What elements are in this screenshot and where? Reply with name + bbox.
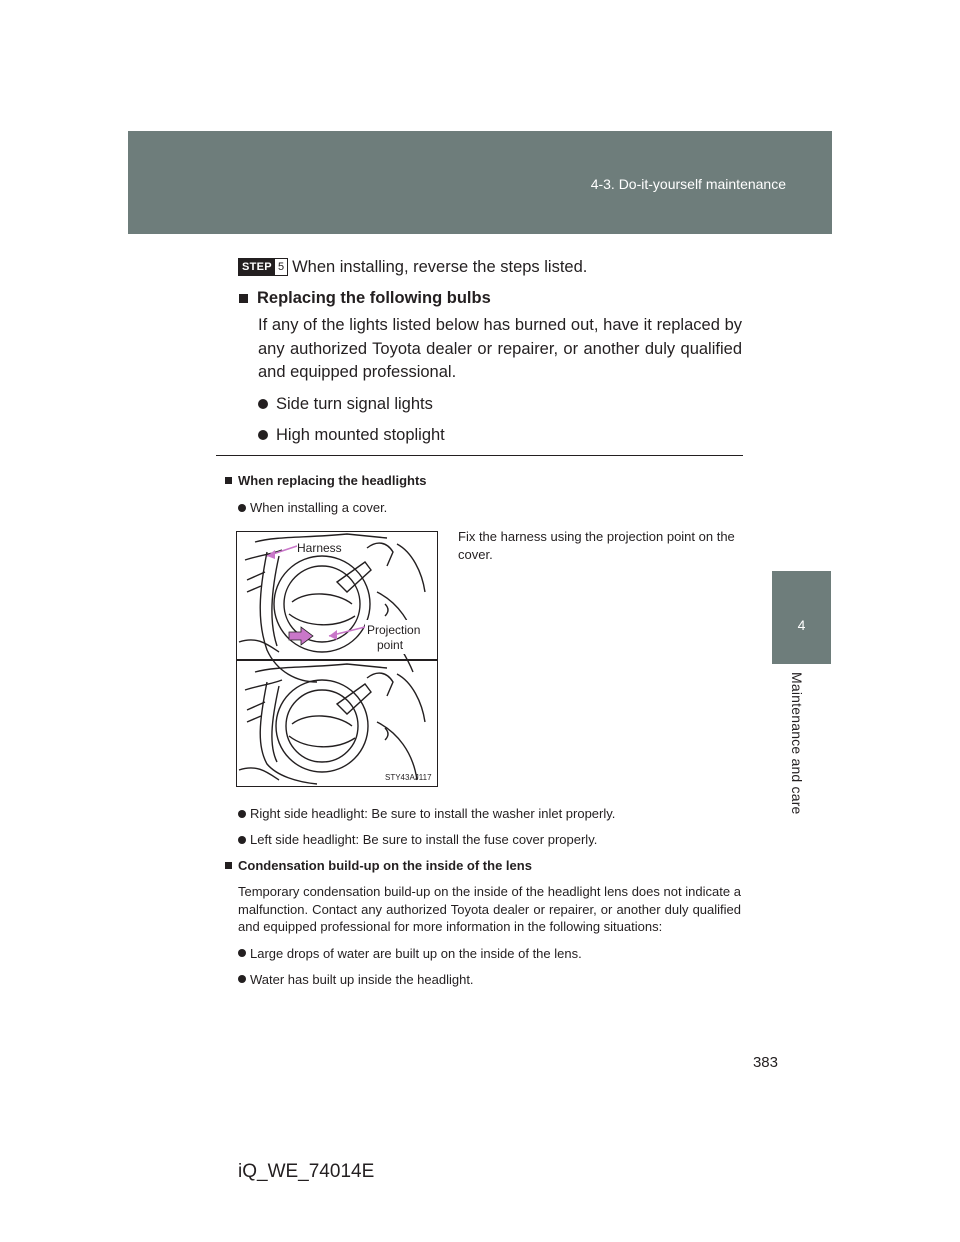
condensation-note-heading [221,857,741,874]
point-label: point [377,638,404,652]
square-bullet-icon [239,294,248,303]
list-item [258,393,742,416]
chapter-number: 4 [797,617,806,633]
projection-label: Projection [367,623,421,637]
harness-label: Harness [297,541,342,555]
list-item-text: Large drops of water are built up on the inside of the lens. [250,945,582,961]
bullet-icon [238,504,246,512]
document-code: iQ_WE_74014E [238,1161,375,1182]
list-item [238,831,741,848]
square-bullet-icon [225,862,232,869]
heading-text: Condensation build-up on the inside of the lens [238,858,532,873]
condensation-body: Temporary condensation build-up on the inside of the headlight lens does not indicate a malfunction. Contact any authorized Toyota dealer or repairer, or another duly qualified and equipped professional for more information in the following situations: [238,884,741,934]
list-item [238,805,741,822]
bullet-icon [238,810,246,818]
chapter-tab [772,571,831,664]
replacing-bulbs-body: If any of the lights listed below has burned out, have it replaced by any authorized Toyota dealer or repairer, or another duly qualified and equipped professional. [258,316,742,381]
main-content [238,256,742,447]
list-item [258,424,742,447]
list-item [238,499,741,516]
heading-text: When replacing the headlights [238,473,427,488]
headlights-note-heading [221,472,741,489]
list-item-text: Left side headlight: Be sure to install the fuse cover properly. [250,832,598,847]
square-bullet-icon [225,477,232,484]
bullet-icon [258,430,268,440]
step-number: 5 [277,261,285,273]
figure-code: STY43AJ117 [385,773,432,782]
list-item-text: When installing a cover. [250,500,388,515]
heading-text: Replacing the following bulbs [257,289,491,307]
bullet-icon [238,975,246,983]
bullet-icon [238,836,246,844]
list-item [238,945,741,962]
step-word: STEP [239,259,275,275]
bullet-icon [238,949,246,957]
step-5 [238,256,742,278]
figure-caption: Fix the harness using the projection point on the cover. [458,529,735,562]
step-text: When installing, reverse the steps listed. [292,257,588,276]
list-item-text: Right side headlight: Be sure to install the washer inlet properly. [250,806,616,821]
bullet-icon [258,399,268,409]
page-number: 383 [752,1054,778,1071]
chapter-label: Maintenance and care [789,672,805,815]
section-divider [216,455,743,456]
list-item-text: Side turn signal lights [276,394,433,413]
section-title: 4-3. Do-it-yourself maintenance [590,176,786,192]
list-item [238,971,741,988]
list-item-text: High mounted stoplight [276,425,445,444]
headlight-cover-figure [236,531,438,787]
list-item-text: Water has built up inside the headlight. [250,971,474,987]
headlight-illustration [237,532,437,786]
replacing-bulbs-heading [238,287,742,310]
step-badge [238,258,288,276]
